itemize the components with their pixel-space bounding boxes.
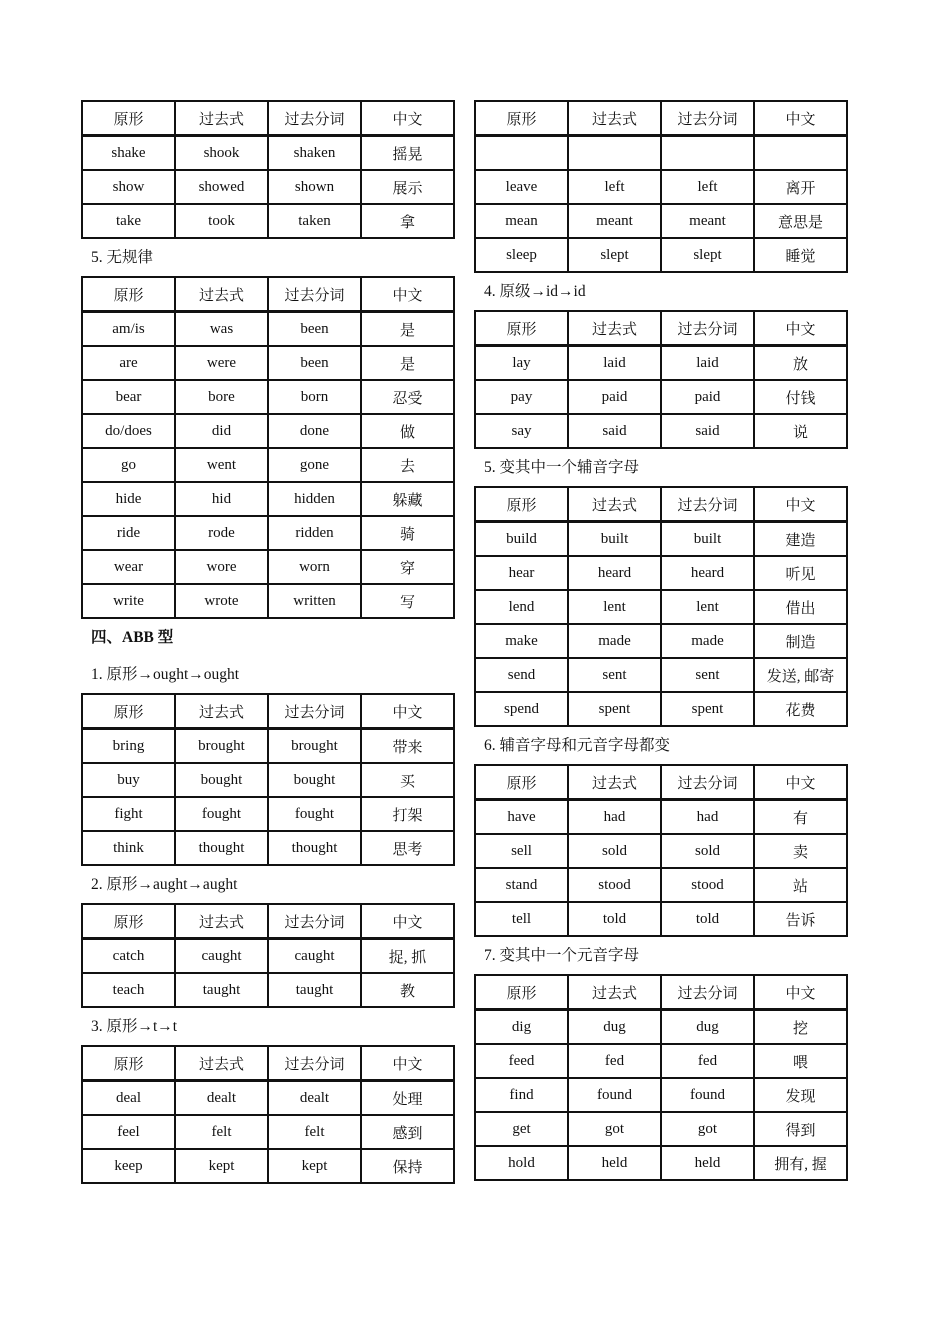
header-base-form: 原形 bbox=[475, 765, 568, 800]
past-participle-cell bbox=[661, 136, 754, 171]
left-column bbox=[81, 100, 455, 1184]
base-form-cell: have bbox=[475, 800, 568, 835]
section-heading: 2. 原形→aught→aught bbox=[91, 876, 238, 893]
table-row-fight bbox=[82, 797, 454, 831]
chinese-meaning-cell: 写 bbox=[361, 584, 454, 618]
table-row-think bbox=[82, 831, 454, 865]
header-chinese: 中文 bbox=[754, 487, 847, 522]
table-row-make bbox=[475, 624, 847, 658]
table-row-go bbox=[82, 448, 454, 482]
past-participle-cell: spent bbox=[661, 692, 754, 726]
base-form-cell: send bbox=[475, 658, 568, 692]
table-header-row bbox=[82, 101, 454, 136]
past-tense-cell: said bbox=[568, 414, 661, 448]
table-row-dig bbox=[475, 1010, 847, 1045]
table-row-bear bbox=[82, 380, 454, 414]
base-form-cell: mean bbox=[475, 204, 568, 238]
chinese-meaning-cell: 站 bbox=[754, 868, 847, 902]
table-row-catch bbox=[82, 939, 454, 974]
table-row-ride bbox=[82, 516, 454, 550]
table-row-have bbox=[475, 800, 847, 835]
header-past-participle: 过去分词 bbox=[268, 101, 361, 136]
section-heading: 4. 原级→id→id bbox=[484, 283, 586, 300]
header-past-participle: 过去分词 bbox=[268, 1046, 361, 1081]
table-row-pay bbox=[475, 380, 847, 414]
past-participle-cell: brought bbox=[268, 729, 361, 764]
base-form-cell: spend bbox=[475, 692, 568, 726]
table-row-buy bbox=[82, 763, 454, 797]
past-tense-cell: told bbox=[568, 902, 661, 936]
table-row-blank bbox=[475, 136, 847, 171]
past-tense-cell: wore bbox=[175, 550, 268, 584]
past-tense-cell: showed bbox=[175, 170, 268, 204]
verb-table bbox=[474, 310, 848, 449]
chinese-meaning-cell: 拿 bbox=[361, 204, 454, 238]
header-base-form: 原形 bbox=[82, 277, 175, 312]
chinese-meaning-cell: 保持 bbox=[361, 1149, 454, 1183]
past-participle-cell: left bbox=[661, 170, 754, 204]
past-tense-cell: built bbox=[568, 522, 661, 557]
header-past-tense: 过去式 bbox=[568, 765, 661, 800]
base-form-cell: fight bbox=[82, 797, 175, 831]
past-participle-cell: paid bbox=[661, 380, 754, 414]
table-row-lay bbox=[475, 346, 847, 381]
header-base-form: 原形 bbox=[475, 311, 568, 346]
header-past-tense: 过去式 bbox=[175, 1046, 268, 1081]
chinese-meaning-cell: 带来 bbox=[361, 729, 454, 764]
past-participle-cell: heard bbox=[661, 556, 754, 590]
header-past-tense: 过去式 bbox=[568, 487, 661, 522]
section-heading: 6. 辅音字母和元音字母都变 bbox=[484, 737, 671, 754]
chinese-meaning-cell: 教 bbox=[361, 973, 454, 1007]
base-form-cell: bear bbox=[82, 380, 175, 414]
past-participle-cell: built bbox=[661, 522, 754, 557]
table-row-sleep bbox=[475, 238, 847, 272]
past-participle-cell: held bbox=[661, 1146, 754, 1180]
base-form-cell: pay bbox=[475, 380, 568, 414]
past-participle-cell: been bbox=[268, 312, 361, 347]
past-tense-cell: sold bbox=[568, 834, 661, 868]
chinese-meaning-cell: 穿 bbox=[361, 550, 454, 584]
table-row-lend bbox=[475, 590, 847, 624]
past-tense-cell: heard bbox=[568, 556, 661, 590]
past-participle-cell: done bbox=[268, 414, 361, 448]
past-participle-cell: told bbox=[661, 902, 754, 936]
table-header-row bbox=[475, 487, 847, 522]
past-participle-cell: hidden bbox=[268, 482, 361, 516]
table-header-row bbox=[82, 1046, 454, 1081]
base-form-cell: hold bbox=[475, 1146, 568, 1180]
past-tense-cell: rode bbox=[175, 516, 268, 550]
past-participle-cell: dug bbox=[661, 1010, 754, 1045]
chinese-meaning-cell: 意思是 bbox=[754, 204, 847, 238]
header-chinese: 中文 bbox=[754, 975, 847, 1010]
past-participle-cell: shown bbox=[268, 170, 361, 204]
header-past-participle: 过去分词 bbox=[661, 975, 754, 1010]
past-participle-cell: caught bbox=[268, 939, 361, 974]
header-base-form: 原形 bbox=[475, 975, 568, 1010]
chinese-meaning-cell: 捉, 抓 bbox=[361, 939, 454, 974]
header-past-participle: 过去分词 bbox=[268, 277, 361, 312]
header-base-form: 原形 bbox=[475, 101, 568, 136]
chinese-meaning-cell: 告诉 bbox=[754, 902, 847, 936]
table-row-teach bbox=[82, 973, 454, 1007]
past-tense-cell: got bbox=[568, 1112, 661, 1146]
past-tense-cell: had bbox=[568, 800, 661, 835]
base-form-cell: stand bbox=[475, 868, 568, 902]
table-row-stand bbox=[475, 868, 847, 902]
past-tense-cell: found bbox=[568, 1078, 661, 1112]
base-form-cell: ride bbox=[82, 516, 175, 550]
chinese-meaning-cell: 挖 bbox=[754, 1010, 847, 1045]
section-heading: 5. 变其中一个辅音字母 bbox=[484, 459, 640, 476]
base-form-cell: say bbox=[475, 414, 568, 448]
verb-table bbox=[81, 1045, 455, 1184]
past-tense-cell: felt bbox=[175, 1115, 268, 1149]
table-row-sell bbox=[475, 834, 847, 868]
table-row-build bbox=[475, 522, 847, 557]
base-form-cell: keep bbox=[82, 1149, 175, 1183]
table-row-are bbox=[82, 346, 454, 380]
past-tense-cell: sent bbox=[568, 658, 661, 692]
chinese-meaning-cell: 听见 bbox=[754, 556, 847, 590]
table-row-feed bbox=[475, 1044, 847, 1078]
table-row-feel bbox=[82, 1115, 454, 1149]
past-tense-cell: did bbox=[175, 414, 268, 448]
base-form-cell: feed bbox=[475, 1044, 568, 1078]
base-form-cell: sell bbox=[475, 834, 568, 868]
chinese-meaning-cell: 摇晃 bbox=[361, 136, 454, 171]
header-chinese: 中文 bbox=[754, 101, 847, 136]
base-form-cell: shake bbox=[82, 136, 175, 171]
past-participle-cell: kept bbox=[268, 1149, 361, 1183]
base-form-cell: get bbox=[475, 1112, 568, 1146]
chinese-meaning-cell: 是 bbox=[361, 346, 454, 380]
past-tense-cell: brought bbox=[175, 729, 268, 764]
base-form-cell: find bbox=[475, 1078, 568, 1112]
table-header-row bbox=[475, 765, 847, 800]
base-form-cell: am/is bbox=[82, 312, 175, 347]
past-tense-cell: laid bbox=[568, 346, 661, 381]
past-participle-cell: fed bbox=[661, 1044, 754, 1078]
chinese-meaning-cell: 睡觉 bbox=[754, 238, 847, 272]
header-past-tense: 过去式 bbox=[568, 975, 661, 1010]
base-form-cell: think bbox=[82, 831, 175, 865]
past-tense-cell: fought bbox=[175, 797, 268, 831]
base-form-cell: teach bbox=[82, 973, 175, 1007]
past-participle-cell: born bbox=[268, 380, 361, 414]
header-base-form: 原形 bbox=[82, 694, 175, 729]
table-row-wear bbox=[82, 550, 454, 584]
chinese-meaning-cell: 发送, 邮寄 bbox=[754, 658, 847, 692]
past-participle-cell: dealt bbox=[268, 1081, 361, 1116]
header-past-participle: 过去分词 bbox=[661, 765, 754, 800]
chinese-meaning-cell: 喂 bbox=[754, 1044, 847, 1078]
section-heading: 1. 原形→ought→ought bbox=[91, 666, 240, 683]
past-participle-cell: written bbox=[268, 584, 361, 618]
header-chinese: 中文 bbox=[361, 694, 454, 729]
header-base-form: 原形 bbox=[475, 487, 568, 522]
section-heading: 5. 无规律 bbox=[91, 249, 154, 266]
base-form-cell: go bbox=[82, 448, 175, 482]
base-form-cell: feel bbox=[82, 1115, 175, 1149]
past-participle-cell: meant bbox=[661, 204, 754, 238]
chinese-meaning-cell: 付钱 bbox=[754, 380, 847, 414]
table-header-row bbox=[82, 277, 454, 312]
past-tense-cell bbox=[568, 136, 661, 171]
chinese-meaning-cell: 得到 bbox=[754, 1112, 847, 1146]
header-chinese: 中文 bbox=[361, 277, 454, 312]
base-form-cell: lend bbox=[475, 590, 568, 624]
verb-table bbox=[81, 903, 455, 1008]
table-row-am-is bbox=[82, 312, 454, 347]
base-form-cell bbox=[475, 136, 568, 171]
table-row-send bbox=[475, 658, 847, 692]
table-row-get bbox=[475, 1112, 847, 1146]
verb-table bbox=[474, 764, 848, 937]
chinese-meaning-cell: 感到 bbox=[361, 1115, 454, 1149]
header-base-form: 原形 bbox=[82, 101, 175, 136]
base-form-cell: are bbox=[82, 346, 175, 380]
past-participle-cell: gone bbox=[268, 448, 361, 482]
table-row-do-does bbox=[82, 414, 454, 448]
base-form-cell: lay bbox=[475, 346, 568, 381]
table-row-leave bbox=[475, 170, 847, 204]
header-chinese: 中文 bbox=[361, 101, 454, 136]
table-row-bring bbox=[82, 729, 454, 764]
header-chinese: 中文 bbox=[361, 904, 454, 939]
past-participle-cell: laid bbox=[661, 346, 754, 381]
table-header-row bbox=[82, 904, 454, 939]
past-tense-cell: took bbox=[175, 204, 268, 238]
header-base-form: 原形 bbox=[82, 1046, 175, 1081]
header-past-tense: 过去式 bbox=[568, 311, 661, 346]
verb-table bbox=[474, 100, 848, 273]
header-past-tense: 过去式 bbox=[568, 101, 661, 136]
base-form-cell: bring bbox=[82, 729, 175, 764]
chinese-meaning-cell: 处理 bbox=[361, 1081, 454, 1116]
table-row-write bbox=[82, 584, 454, 618]
header-past-participle: 过去分词 bbox=[661, 487, 754, 522]
past-tense-cell: thought bbox=[175, 831, 268, 865]
table-row-tell bbox=[475, 902, 847, 936]
past-tense-cell: lent bbox=[568, 590, 661, 624]
base-form-cell: catch bbox=[82, 939, 175, 974]
past-participle-cell: sent bbox=[661, 658, 754, 692]
table-row-hide bbox=[82, 482, 454, 516]
right-column bbox=[474, 100, 848, 1181]
section-heading: 7. 变其中一个元音字母 bbox=[484, 947, 640, 964]
chinese-meaning-cell: 离开 bbox=[754, 170, 847, 204]
past-tense-cell: kept bbox=[175, 1149, 268, 1183]
table-row-mean bbox=[475, 204, 847, 238]
verb-table bbox=[474, 974, 848, 1181]
base-form-cell: write bbox=[82, 584, 175, 618]
chinese-meaning-cell: 是 bbox=[361, 312, 454, 347]
base-form-cell: show bbox=[82, 170, 175, 204]
header-past-tense: 过去式 bbox=[175, 904, 268, 939]
table-header-row bbox=[475, 975, 847, 1010]
base-form-cell: deal bbox=[82, 1081, 175, 1116]
base-form-cell: dig bbox=[475, 1010, 568, 1045]
past-participle-cell: been bbox=[268, 346, 361, 380]
past-participle-cell: slept bbox=[661, 238, 754, 272]
table-row-hold bbox=[475, 1146, 847, 1180]
chinese-meaning-cell: 说 bbox=[754, 414, 847, 448]
past-tense-cell: was bbox=[175, 312, 268, 347]
table-row-hear bbox=[475, 556, 847, 590]
table-row-keep bbox=[82, 1149, 454, 1183]
verb-table bbox=[81, 693, 455, 866]
past-participle-cell: bought bbox=[268, 763, 361, 797]
chinese-meaning-cell: 骑 bbox=[361, 516, 454, 550]
past-tense-cell: paid bbox=[568, 380, 661, 414]
table-row-take bbox=[82, 204, 454, 238]
base-form-cell: buy bbox=[82, 763, 175, 797]
chinese-meaning-cell: 花费 bbox=[754, 692, 847, 726]
header-chinese: 中文 bbox=[754, 311, 847, 346]
table-row-show bbox=[82, 170, 454, 204]
past-tense-cell: dealt bbox=[175, 1081, 268, 1116]
base-form-cell: take bbox=[82, 204, 175, 238]
past-participle-cell: taken bbox=[268, 204, 361, 238]
chinese-meaning-cell: 思考 bbox=[361, 831, 454, 865]
past-tense-cell: caught bbox=[175, 939, 268, 974]
past-participle-cell: had bbox=[661, 800, 754, 835]
chinese-meaning-cell: 拥有, 握 bbox=[754, 1146, 847, 1180]
past-participle-cell: taught bbox=[268, 973, 361, 1007]
past-tense-cell: made bbox=[568, 624, 661, 658]
past-participle-cell: thought bbox=[268, 831, 361, 865]
past-participle-cell: sold bbox=[661, 834, 754, 868]
chinese-meaning-cell: 借出 bbox=[754, 590, 847, 624]
chinese-meaning-cell: 买 bbox=[361, 763, 454, 797]
header-past-participle: 过去分词 bbox=[268, 694, 361, 729]
base-form-cell: build bbox=[475, 522, 568, 557]
chinese-meaning-cell: 有 bbox=[754, 800, 847, 835]
past-tense-cell: hid bbox=[175, 482, 268, 516]
past-tense-cell: dug bbox=[568, 1010, 661, 1045]
chinese-meaning-cell: 卖 bbox=[754, 834, 847, 868]
base-form-cell: wear bbox=[82, 550, 175, 584]
chinese-meaning-cell: 做 bbox=[361, 414, 454, 448]
past-participle-cell: made bbox=[661, 624, 754, 658]
past-tense-cell: shook bbox=[175, 136, 268, 171]
base-form-cell: do/does bbox=[82, 414, 175, 448]
section-heading: 3. 原形→t→t bbox=[91, 1018, 178, 1035]
past-tense-cell: were bbox=[175, 346, 268, 380]
table-header-row bbox=[475, 311, 847, 346]
chinese-meaning-cell: 打架 bbox=[361, 797, 454, 831]
past-participle-cell: found bbox=[661, 1078, 754, 1112]
past-tense-cell: slept bbox=[568, 238, 661, 272]
base-form-cell: sleep bbox=[475, 238, 568, 272]
header-chinese: 中文 bbox=[754, 765, 847, 800]
chinese-meaning-cell: 放 bbox=[754, 346, 847, 381]
past-participle-cell: lent bbox=[661, 590, 754, 624]
past-tense-cell: meant bbox=[568, 204, 661, 238]
chinese-meaning-cell: 制造 bbox=[754, 624, 847, 658]
header-past-tense: 过去式 bbox=[175, 277, 268, 312]
table-header-row bbox=[475, 101, 847, 136]
header-base-form: 原形 bbox=[82, 904, 175, 939]
header-past-participle: 过去分词 bbox=[268, 904, 361, 939]
header-past-participle: 过去分词 bbox=[661, 311, 754, 346]
past-participle-cell: worn bbox=[268, 550, 361, 584]
table-row-say bbox=[475, 414, 847, 448]
chinese-meaning-cell: 发现 bbox=[754, 1078, 847, 1112]
header-chinese: 中文 bbox=[361, 1046, 454, 1081]
chinese-meaning-cell bbox=[754, 136, 847, 171]
header-past-participle: 过去分词 bbox=[661, 101, 754, 136]
chinese-meaning-cell: 忍受 bbox=[361, 380, 454, 414]
base-form-cell: tell bbox=[475, 902, 568, 936]
chinese-meaning-cell: 躲藏 bbox=[361, 482, 454, 516]
header-past-tense: 过去式 bbox=[175, 694, 268, 729]
past-tense-cell: bore bbox=[175, 380, 268, 414]
chinese-meaning-cell: 建造 bbox=[754, 522, 847, 557]
chinese-meaning-cell: 去 bbox=[361, 448, 454, 482]
past-tense-cell: held bbox=[568, 1146, 661, 1180]
past-participle-cell: ridden bbox=[268, 516, 361, 550]
past-tense-cell: fed bbox=[568, 1044, 661, 1078]
base-form-cell: make bbox=[475, 624, 568, 658]
past-participle-cell: said bbox=[661, 414, 754, 448]
base-form-cell: leave bbox=[475, 170, 568, 204]
past-participle-cell: got bbox=[661, 1112, 754, 1146]
header-past-tense: 过去式 bbox=[175, 101, 268, 136]
table-header-row bbox=[82, 694, 454, 729]
base-form-cell: hide bbox=[82, 482, 175, 516]
verb-table bbox=[81, 100, 455, 239]
past-tense-cell: stood bbox=[568, 868, 661, 902]
past-tense-cell: went bbox=[175, 448, 268, 482]
table-row-deal bbox=[82, 1081, 454, 1116]
past-tense-cell: wrote bbox=[175, 584, 268, 618]
section-title: 四、ABB 型 bbox=[91, 629, 174, 646]
past-tense-cell: left bbox=[568, 170, 661, 204]
verb-table bbox=[474, 486, 848, 727]
past-participle-cell: felt bbox=[268, 1115, 361, 1149]
table-row-shake bbox=[82, 136, 454, 171]
table-row-spend bbox=[475, 692, 847, 726]
past-tense-cell: spent bbox=[568, 692, 661, 726]
verb-table bbox=[81, 276, 455, 619]
past-participle-cell: shaken bbox=[268, 136, 361, 171]
table-row-find bbox=[475, 1078, 847, 1112]
past-tense-cell: bought bbox=[175, 763, 268, 797]
past-tense-cell: taught bbox=[175, 973, 268, 1007]
chinese-meaning-cell: 展示 bbox=[361, 170, 454, 204]
past-participle-cell: stood bbox=[661, 868, 754, 902]
base-form-cell: hear bbox=[475, 556, 568, 590]
past-participle-cell: fought bbox=[268, 797, 361, 831]
